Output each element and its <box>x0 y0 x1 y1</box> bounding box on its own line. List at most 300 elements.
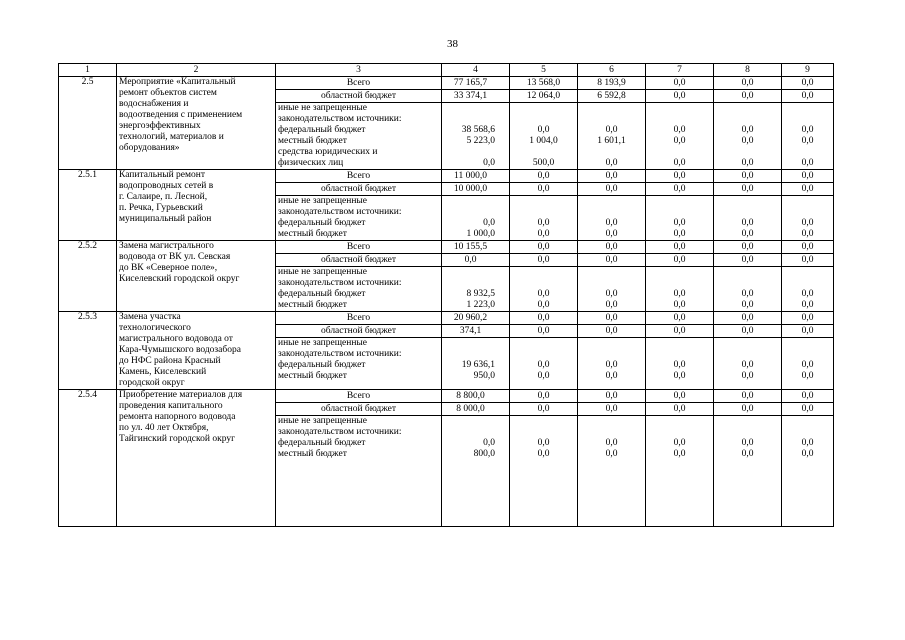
column-header: 1 <box>59 64 117 77</box>
value-list <box>646 338 714 390</box>
value-list <box>510 103 578 170</box>
value-line: 0,0 <box>741 289 754 299</box>
funding-source-line: иные не запрещенные <box>278 267 368 277</box>
value-list <box>442 416 510 527</box>
value-line <box>444 416 507 427</box>
value-list <box>782 267 834 312</box>
value-line: 0,0 <box>673 125 686 135</box>
value-line: 0,0 <box>741 371 754 381</box>
value-cell: 0,0 <box>714 325 782 338</box>
value-line: 0,0 <box>673 158 686 168</box>
funding-source-line: местный бюджет <box>278 449 347 459</box>
value-line: 0,0 <box>741 438 754 448</box>
value-list <box>442 196 510 241</box>
page-number: 38 <box>447 38 458 50</box>
value-cell: 0,0 <box>578 403 646 416</box>
value-cell: 0,0 <box>782 90 834 103</box>
item-name-line: Замена участка <box>119 312 181 322</box>
value-cell: 0,0 <box>646 312 714 325</box>
value-line: 0,0 <box>801 125 814 135</box>
value-line <box>716 207 779 218</box>
value-cell: 0,0 <box>510 254 578 267</box>
value-list <box>646 103 714 170</box>
value-cell: 0,0 <box>646 183 714 196</box>
value-list <box>578 338 646 390</box>
item-name-line: до НФС района Красный <box>119 356 221 366</box>
value-line <box>580 114 643 125</box>
value-line: 0,0 <box>801 158 814 168</box>
item-name-line: по ул. 40 лет Октября, <box>119 423 209 433</box>
value-line <box>512 416 575 427</box>
item-name-line: водоотведения с применением <box>119 110 243 120</box>
item-name <box>117 241 276 312</box>
item-number: 2.5.2 <box>59 241 117 312</box>
value-line: 0,0 <box>801 438 814 448</box>
value-list <box>646 416 714 527</box>
value-line: 0,0 <box>605 229 618 239</box>
value-line: 0,0 <box>801 449 814 459</box>
item-name-line: г. Салаире, п. Лесной, <box>119 192 208 202</box>
funding-source-line: иные не запрещенные <box>278 416 368 426</box>
value-line: 500,0 <box>532 158 555 168</box>
value-line: 0,0 <box>673 300 686 310</box>
value-line: 19 636,1 <box>461 360 495 370</box>
value-cell: 0,0 <box>714 254 782 267</box>
funding-source-line: законодательством источники: <box>278 207 402 217</box>
item-name-line: Кара-Чумышского водозабора <box>119 345 241 355</box>
value-cell: 0,0 <box>646 390 714 403</box>
value-list <box>714 338 782 390</box>
item-name-line: городской округ <box>119 378 185 388</box>
value-list <box>714 103 782 170</box>
value-cell: 33 374,1 <box>442 90 510 103</box>
value-list <box>578 267 646 312</box>
value-line <box>444 427 507 438</box>
value-cell: 0,0 <box>578 170 646 183</box>
value-line <box>444 267 507 278</box>
value-line <box>648 349 711 360</box>
value-line <box>512 196 575 207</box>
value-line: 0,0 <box>605 218 618 228</box>
value-cell: 8 000,0 <box>442 403 510 416</box>
item-name <box>117 170 276 241</box>
value-list <box>782 103 834 170</box>
table-row <box>59 312 834 325</box>
value-line: 0,0 <box>741 158 754 168</box>
value-list <box>782 416 834 527</box>
value-cell: 20 960,2 <box>442 312 510 325</box>
value-cell: 11 000,0 <box>442 170 510 183</box>
value-list <box>510 416 578 527</box>
value-list <box>510 267 578 312</box>
item-name <box>117 312 276 390</box>
value-line <box>784 196 831 207</box>
value-cell: 0,0 <box>782 77 834 90</box>
value-cell: 0,0 <box>646 77 714 90</box>
value-line: 0,0 <box>537 449 550 459</box>
value-line: 0,0 <box>741 218 754 228</box>
item-name-line: п. Речка, Гурьевский <box>119 203 203 213</box>
value-line <box>784 267 831 278</box>
value-line <box>716 114 779 125</box>
value-line <box>784 207 831 218</box>
value-line: 0,0 <box>801 371 814 381</box>
value-list <box>646 196 714 241</box>
value-list <box>782 196 834 241</box>
value-line <box>580 349 643 360</box>
value-cell: 0,0 <box>782 390 834 403</box>
funding-source: Всего <box>276 241 442 254</box>
value-line: 0,0 <box>673 136 686 146</box>
value-line <box>648 207 711 218</box>
value-line <box>580 267 643 278</box>
value-line: 0,0 <box>741 360 754 370</box>
value-line: 0,0 <box>605 438 618 448</box>
funding-source-line: законодательством источники: <box>278 114 402 124</box>
funding-source-line: средства юридических и <box>278 147 378 157</box>
value-line: 0,0 <box>801 229 814 239</box>
funding-source-line: федеральный бюджет <box>278 360 366 370</box>
column-header: 2 <box>117 64 276 77</box>
value-cell: 0,0 <box>714 170 782 183</box>
column-header: 3 <box>276 64 442 77</box>
item-name-line: Замена магистрального <box>119 241 214 251</box>
value-list <box>442 338 510 390</box>
value-line: 0,0 <box>537 438 550 448</box>
value-line: 0,0 <box>537 300 550 310</box>
item-name-line: водоснабжения и <box>119 99 189 109</box>
value-line <box>648 427 711 438</box>
value-line: 0,0 <box>605 449 618 459</box>
value-cell: 0,0 <box>646 403 714 416</box>
funding-source: Всего <box>276 170 442 183</box>
value-line <box>444 207 507 218</box>
value-line <box>580 427 643 438</box>
value-cell: 0,0 <box>510 312 578 325</box>
value-list <box>714 196 782 241</box>
value-line: 0,0 <box>801 289 814 299</box>
value-line <box>648 103 711 114</box>
table-row <box>59 170 834 183</box>
funding-source-line: иные не запрещенные <box>278 103 368 113</box>
value-cell: 0,0 <box>714 77 782 90</box>
value-cell: 0,0 <box>714 90 782 103</box>
item-name-line: водопроводных сетей в <box>119 181 214 191</box>
value-line <box>716 267 779 278</box>
value-cell: 0,0 <box>578 183 646 196</box>
item-name-line: Приобретение материалов для <box>119 390 243 400</box>
value-line <box>444 349 507 360</box>
table-row <box>59 390 834 403</box>
item-name-line: магистрального водовода от <box>119 334 233 344</box>
value-line <box>444 278 507 289</box>
value-line <box>648 147 711 158</box>
funding-source-list <box>276 338 442 390</box>
value-line: 1 223,0 <box>466 300 495 310</box>
value-cell: 13 568,0 <box>510 77 578 90</box>
item-name-line: Мероприятие «Капитальный <box>119 77 236 87</box>
value-line <box>512 114 575 125</box>
value-line: 0,0 <box>605 300 618 310</box>
value-cell: 0,0 <box>782 170 834 183</box>
item-name-line: до ВК «Северное поле», <box>119 263 218 273</box>
value-line: 0,0 <box>537 371 550 381</box>
value-line <box>784 349 831 360</box>
value-line <box>784 114 831 125</box>
item-name-line: энергоэффективных <box>119 121 201 131</box>
value-cell: 6 592,8 <box>578 90 646 103</box>
value-cell: 0,0 <box>646 254 714 267</box>
item-name-line: Тайгинский городской округ <box>119 434 235 444</box>
value-line <box>784 416 831 427</box>
funding-source: Всего <box>276 390 442 403</box>
item-name-line: оборудования» <box>119 143 180 153</box>
funding-source-line: федеральный бюджет <box>278 218 366 228</box>
value-line <box>444 196 507 207</box>
funding-source-line: иные не запрещенные <box>278 338 368 348</box>
value-line: 0,0 <box>483 438 495 448</box>
value-cell: 0,0 <box>646 170 714 183</box>
funding-source-line: законодательством источники: <box>278 278 402 288</box>
item-number: 2.5.3 <box>59 312 117 390</box>
value-line <box>444 338 507 349</box>
funding-source-line: местный бюджет <box>278 300 347 310</box>
value-cell: 0,0 <box>714 312 782 325</box>
funding-source: областной бюджет <box>276 254 442 267</box>
value-cell: 0,0 <box>782 325 834 338</box>
table-row <box>59 77 834 90</box>
value-line <box>512 349 575 360</box>
value-cell: 0,0 <box>782 254 834 267</box>
value-line <box>784 103 831 114</box>
value-cell: 0,0 <box>510 403 578 416</box>
funding-source-line: местный бюджет <box>278 229 347 239</box>
funding-source-list <box>276 267 442 312</box>
value-cell: 374,1 <box>442 325 510 338</box>
value-line <box>716 147 779 158</box>
value-list <box>578 103 646 170</box>
value-line <box>716 427 779 438</box>
value-cell: 0,0 <box>782 241 834 254</box>
item-name-line: Камень, Киселевский <box>119 367 207 377</box>
value-list <box>442 267 510 312</box>
column-header: 7 <box>646 64 714 77</box>
value-cell: 0,0 <box>782 403 834 416</box>
value-line <box>512 103 575 114</box>
column-header: 4 <box>442 64 510 77</box>
funding-source-line: иные не запрещенные <box>278 196 368 206</box>
value-line: 0,0 <box>801 136 814 146</box>
value-line <box>512 338 575 349</box>
value-line: 8 932,5 <box>466 289 495 299</box>
value-line <box>716 338 779 349</box>
value-line: 0,0 <box>801 218 814 228</box>
value-line: 0,0 <box>673 360 686 370</box>
value-line: 0,0 <box>605 289 618 299</box>
value-line <box>784 338 831 349</box>
value-cell: 8 193,9 <box>578 77 646 90</box>
value-cell: 0,0 <box>782 183 834 196</box>
value-line: 0,0 <box>673 218 686 228</box>
value-line <box>512 278 575 289</box>
value-line: 0,0 <box>537 218 550 228</box>
budget-table <box>58 63 834 527</box>
value-line: 0,0 <box>673 449 686 459</box>
value-line <box>580 147 643 158</box>
value-line: 0,0 <box>741 125 754 135</box>
funding-source: областной бюджет <box>276 403 442 416</box>
value-cell: 77 165,7 <box>442 77 510 90</box>
value-line <box>716 278 779 289</box>
item-name-line: муниципальный район <box>119 214 212 224</box>
value-line <box>512 207 575 218</box>
value-line <box>580 196 643 207</box>
value-list <box>578 196 646 241</box>
value-line <box>648 416 711 427</box>
funding-source-line: физических лиц <box>278 158 344 168</box>
value-line: 0,0 <box>801 360 814 370</box>
value-line <box>648 338 711 349</box>
value-line: 0,0 <box>605 125 618 135</box>
value-cell: 0,0 <box>442 254 510 267</box>
value-line <box>512 267 575 278</box>
column-header: 8 <box>714 64 782 77</box>
value-line: 0,0 <box>537 229 550 239</box>
value-cell: 0,0 <box>646 241 714 254</box>
value-line: 0,0 <box>673 289 686 299</box>
value-list <box>442 103 510 170</box>
value-cell: 10 000,0 <box>442 183 510 196</box>
funding-source: областной бюджет <box>276 90 442 103</box>
funding-source-line: законодательством источники: <box>278 349 402 359</box>
value-line: 0,0 <box>741 136 754 146</box>
value-list <box>510 338 578 390</box>
funding-source-list <box>276 416 442 527</box>
value-line: 0,0 <box>605 158 618 168</box>
value-line <box>444 114 507 125</box>
item-name-line: проведения капитального <box>119 401 223 411</box>
value-line <box>444 147 507 158</box>
value-line <box>648 196 711 207</box>
item-name-line: водовода от ВК ул. Севская <box>119 252 231 262</box>
column-header: 6 <box>578 64 646 77</box>
funding-source-line: федеральный бюджет <box>278 125 366 135</box>
value-line: 5 223,0 <box>466 136 495 146</box>
value-line: 0,0 <box>673 229 686 239</box>
item-number: 2.5.4 <box>59 390 117 527</box>
value-cell: 0,0 <box>510 170 578 183</box>
funding-source-line: федеральный бюджет <box>278 438 366 448</box>
item-name-line: Капитальный ремонт <box>119 170 206 180</box>
value-line: 0,0 <box>741 229 754 239</box>
funding-source-line: законодательством источники: <box>278 427 402 437</box>
value-line <box>580 416 643 427</box>
value-line <box>784 278 831 289</box>
value-line: 800,0 <box>473 449 495 459</box>
value-cell: 0,0 <box>646 90 714 103</box>
funding-source-list <box>276 103 442 170</box>
item-name-line: ремонта напорного водовода <box>119 412 236 422</box>
item-name-line: Киселевский городской округ <box>119 274 240 284</box>
item-number: 2.5.1 <box>59 170 117 241</box>
value-line <box>716 416 779 427</box>
value-cell: 12 064,0 <box>510 90 578 103</box>
value-line <box>580 278 643 289</box>
value-cell: 0,0 <box>578 390 646 403</box>
header-row <box>59 64 834 77</box>
value-line: 0,0 <box>673 371 686 381</box>
value-list <box>510 196 578 241</box>
item-name-line: ремонт объектов систем <box>119 88 217 98</box>
value-line <box>512 427 575 438</box>
value-line: 0,0 <box>537 360 550 370</box>
value-line <box>512 147 575 158</box>
value-list <box>782 338 834 390</box>
value-line: 0,0 <box>483 158 495 168</box>
value-cell: 0,0 <box>578 241 646 254</box>
funding-source-line: местный бюджет <box>278 371 347 381</box>
item-name <box>117 390 276 527</box>
value-line: 38 568,6 <box>461 125 495 135</box>
value-list <box>714 267 782 312</box>
funding-source-line: местный бюджет <box>278 136 347 146</box>
value-cell: 0,0 <box>510 325 578 338</box>
value-line <box>716 349 779 360</box>
value-line: 0,0 <box>537 289 550 299</box>
value-line: 0,0 <box>673 438 686 448</box>
value-line: 0,0 <box>741 449 754 459</box>
table-row <box>59 241 834 254</box>
funding-source: областной бюджет <box>276 325 442 338</box>
value-line <box>648 278 711 289</box>
value-line <box>716 103 779 114</box>
value-line: 1 601,1 <box>597 136 626 146</box>
value-cell: 0,0 <box>714 390 782 403</box>
value-cell: 0,0 <box>782 312 834 325</box>
value-line: 1 000,0 <box>466 229 495 239</box>
value-line <box>580 338 643 349</box>
value-cell: 0,0 <box>510 390 578 403</box>
value-cell: 0,0 <box>714 183 782 196</box>
value-line <box>648 267 711 278</box>
value-line <box>444 103 507 114</box>
value-line: 0,0 <box>801 300 814 310</box>
value-cell: 0,0 <box>510 241 578 254</box>
value-line: 0,0 <box>483 218 495 228</box>
item-number: 2.5 <box>59 77 117 170</box>
value-line <box>580 103 643 114</box>
value-cell: 0,0 <box>578 312 646 325</box>
value-cell: 0,0 <box>646 325 714 338</box>
value-line: 1 004,0 <box>529 136 558 146</box>
value-cell: 0,0 <box>510 183 578 196</box>
value-line: 0,0 <box>741 300 754 310</box>
funding-source: Всего <box>276 77 442 90</box>
column-header: 9 <box>782 64 834 77</box>
value-cell: 0,0 <box>578 325 646 338</box>
value-line: 0,0 <box>537 125 550 135</box>
item-name <box>117 77 276 170</box>
value-cell: 8 800,0 <box>442 390 510 403</box>
value-line: 0,0 <box>605 360 618 370</box>
funding-source: Всего <box>276 312 442 325</box>
value-line <box>648 114 711 125</box>
table-body <box>59 64 834 527</box>
funding-source-list <box>276 196 442 241</box>
value-cell: 0,0 <box>714 403 782 416</box>
value-line <box>716 196 779 207</box>
value-cell: 10 155,5 <box>442 241 510 254</box>
